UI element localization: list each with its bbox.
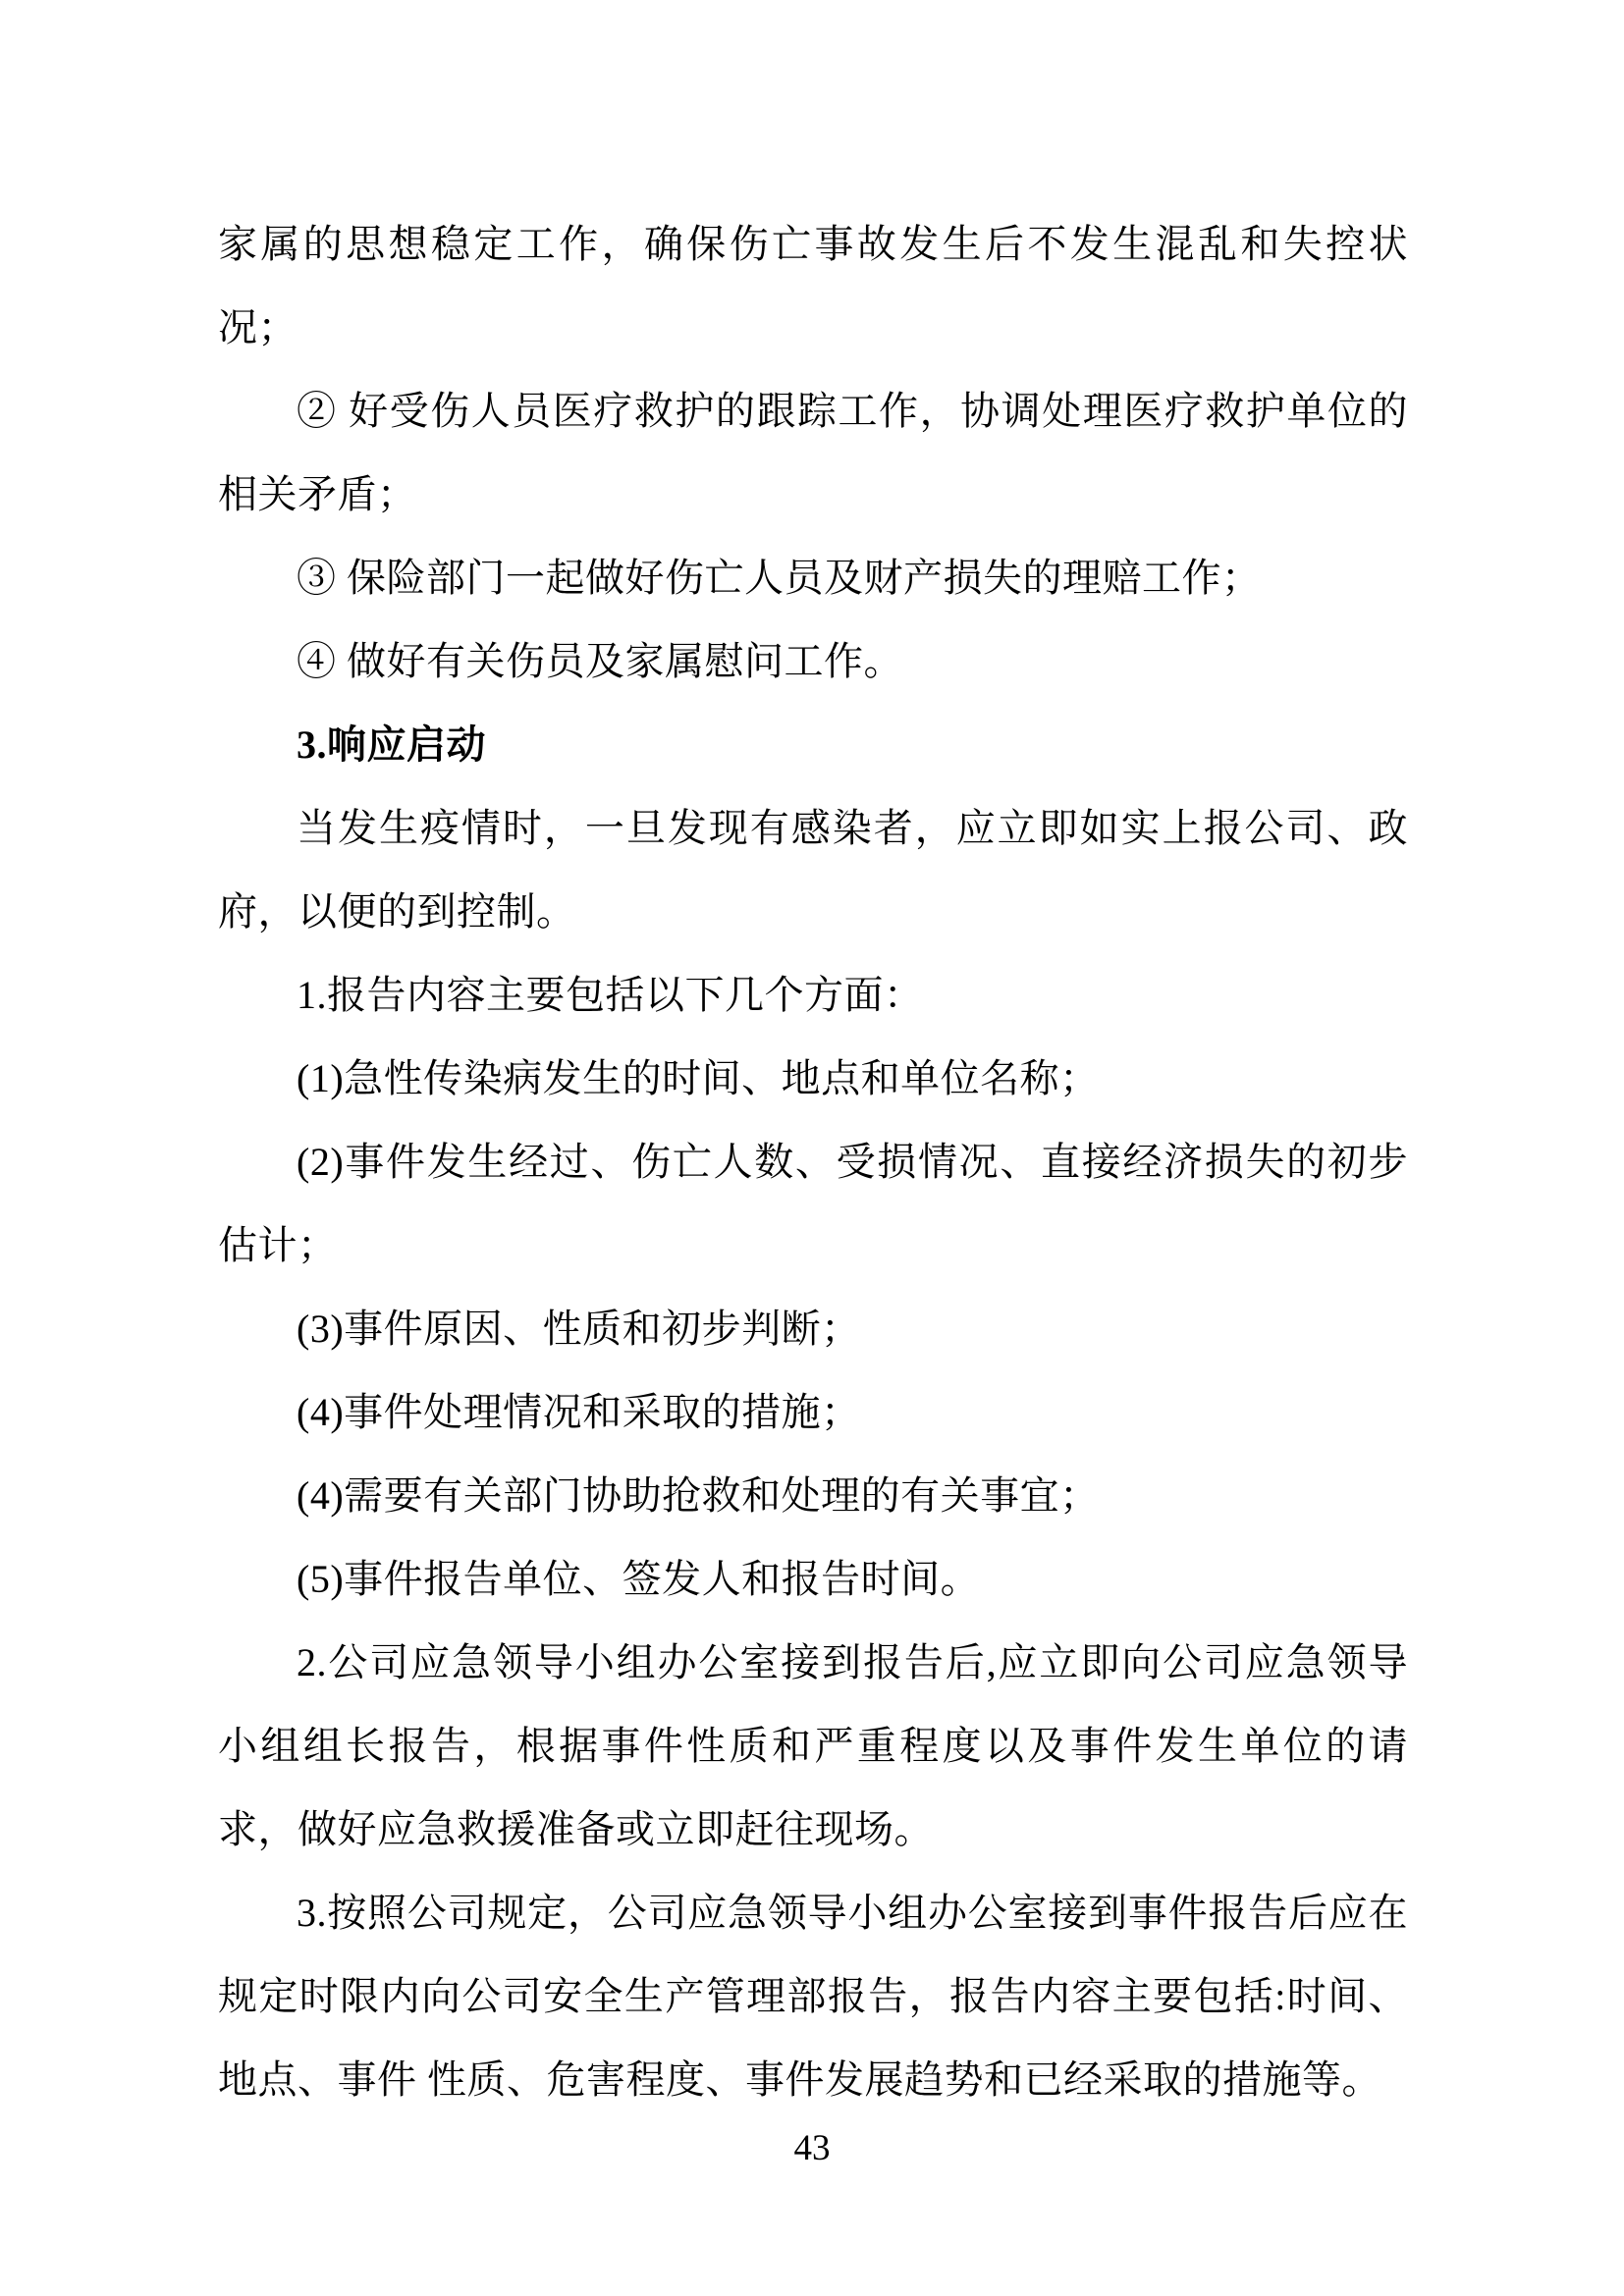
list-item: ④ 做好有关伤员及家属慰问工作。 bbox=[297, 639, 903, 683]
list-item: (5)事件报告单位、签发人和报告时间。 bbox=[297, 1557, 981, 1601]
list-item: (4)需要有关部门协助抢救和处理的有关事宜； bbox=[297, 1473, 1100, 1518]
page-number: 43 bbox=[793, 2128, 831, 2168]
list-item: (1)急性传染病发生的时间、地点和单位名称； bbox=[297, 1056, 1100, 1100]
paragraph: 家属的思想稳定工作，确保伤亡事故发生后不发生混乱和失控状况； bbox=[218, 222, 1408, 349]
list-item: ② 好受伤人员医疗救护的跟踪工作，协调处理医疗救护单位的相关矛盾； bbox=[218, 389, 1408, 516]
paragraph: 1.报告内容主要包括以下几个方面： bbox=[297, 973, 924, 1017]
list-item: (4)事件处理情况和采取的措施； bbox=[297, 1390, 861, 1434]
paragraph: 当发生疫情时，一旦发现有感染者，应立即如实上报公司、政府，以便的到控制。 bbox=[218, 806, 1408, 934]
list-item: ③ 保险部门一起做好伤亡人员及财产损失的理赔工作； bbox=[297, 556, 1262, 600]
list-item: (2)事件发生经过、伤亡人数、受损情况、直接经济损失的初步估计； bbox=[218, 1140, 1408, 1267]
list-item: (3)事件原因、性质和初步判断； bbox=[297, 1307, 861, 1351]
paragraph: 2.公司应急领导小组办公室接到报告后,应立即向公司应急领导小组组长报告，根据事件性质和严重程度以及事件发生单位的请求，做好应急救援准备或立即赶往现场。 bbox=[218, 1640, 1408, 1851]
document-body bbox=[218, 202, 1408, 2121]
section-heading: 3.响应启动 bbox=[297, 722, 486, 767]
paragraph: 3.按照公司规定，公司应急领导小组办公室接到事件报告后应在规定时限内向公司安全生产管理部报告，报告内容主要包括:时间、地点、事件 性质、危害程度、事件发展趋势和已经采取的措施等。 bbox=[218, 1891, 1408, 2102]
